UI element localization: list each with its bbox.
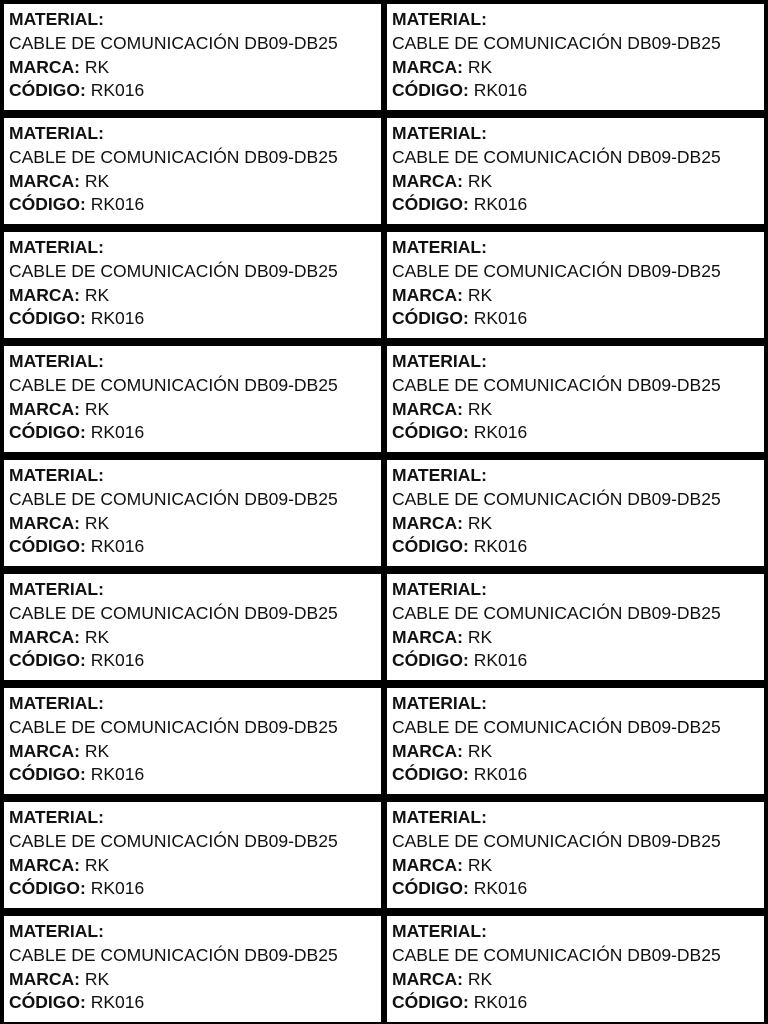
material-key: MATERIAL: [9, 807, 104, 827]
codigo-line [392, 535, 764, 559]
material-key: MATERIAL: [9, 921, 104, 941]
material-key: MATERIAL: [392, 579, 487, 599]
codigo-line [9, 421, 381, 445]
material-value: CABLE DE COMUNICACIÓN DB09-DB25 [9, 488, 338, 509]
marca-key: MARCA: [392, 170, 463, 191]
material-key: MATERIAL: [9, 465, 104, 485]
product-label [387, 232, 764, 338]
codigo-value: RK016 [90, 650, 145, 671]
material-key: MATERIAL: [392, 123, 487, 143]
material-value: CABLE DE COMUNICACIÓN DB09-DB25 [9, 830, 338, 851]
marca-key: MARCA: [392, 854, 463, 875]
marca-value: RK [84, 626, 110, 647]
product-label [4, 118, 381, 224]
codigo-line [9, 649, 381, 673]
codigo-key: CÓDIGO: [392, 764, 469, 785]
marca-value: RK [467, 968, 493, 989]
codigo-line [392, 79, 764, 103]
product-label [4, 232, 381, 338]
codigo-value: RK016 [90, 764, 145, 785]
codigo-value: RK016 [90, 308, 145, 329]
codigo-value: RK016 [473, 194, 528, 215]
material-value: CABLE DE COMUNICACIÓN DB09-DB25 [9, 146, 338, 167]
product-label [387, 688, 764, 794]
product-label [4, 460, 381, 566]
material-value: CABLE DE COMUNICACIÓN DB09-DB25 [392, 944, 721, 965]
codigo-key: CÓDIGO: [9, 308, 86, 329]
marca-line [9, 284, 381, 308]
marca-value: RK [84, 740, 110, 761]
codigo-value: RK016 [473, 422, 528, 443]
material-key: MATERIAL: [9, 123, 104, 143]
product-label [387, 802, 764, 908]
material-key: MATERIAL: [392, 807, 487, 827]
codigo-value: RK016 [473, 764, 528, 785]
material-value: CABLE DE COMUNICACIÓN DB09-DB25 [392, 488, 721, 509]
marca-value: RK [467, 398, 493, 419]
codigo-value: RK016 [473, 80, 528, 101]
material-value: CABLE DE COMUNICACIÓN DB09-DB25 [9, 602, 338, 623]
codigo-line [9, 877, 381, 901]
marca-key: MARCA: [9, 56, 80, 77]
codigo-value: RK016 [90, 422, 145, 443]
marca-line [9, 170, 381, 194]
product-label [4, 688, 381, 794]
codigo-key: CÓDIGO: [392, 878, 469, 899]
material-key: MATERIAL: [392, 693, 487, 713]
marca-value: RK [467, 56, 493, 77]
material-value: CABLE DE COMUNICACIÓN DB09-DB25 [392, 716, 721, 737]
material-value: CABLE DE COMUNICACIÓN DB09-DB25 [392, 830, 721, 851]
marca-line [9, 968, 381, 992]
codigo-value: RK016 [473, 878, 528, 899]
material-value: CABLE DE COMUNICACIÓN DB09-DB25 [392, 146, 721, 167]
marca-value: RK [84, 170, 110, 191]
codigo-line [392, 193, 764, 217]
marca-line [392, 56, 764, 80]
codigo-value: RK016 [90, 878, 145, 899]
marca-key: MARCA: [392, 398, 463, 419]
codigo-value: RK016 [473, 650, 528, 671]
product-label [4, 4, 381, 110]
codigo-line [392, 877, 764, 901]
marca-value: RK [84, 398, 110, 419]
codigo-value: RK016 [90, 992, 145, 1013]
marca-key: MARCA: [392, 284, 463, 305]
marca-value: RK [84, 284, 110, 305]
marca-line [392, 626, 764, 650]
product-label [387, 460, 764, 566]
codigo-key: CÓDIGO: [9, 194, 86, 215]
marca-key: MARCA: [9, 968, 80, 989]
codigo-value: RK016 [90, 80, 145, 101]
codigo-key: CÓDIGO: [392, 422, 469, 443]
marca-value: RK [467, 740, 493, 761]
marca-line [392, 854, 764, 878]
codigo-line [9, 763, 381, 787]
label-grid [4, 4, 764, 1022]
material-value: CABLE DE COMUNICACIÓN DB09-DB25 [392, 32, 721, 53]
marca-line [9, 512, 381, 536]
material-key: MATERIAL: [392, 921, 487, 941]
product-label [387, 118, 764, 224]
material-value: CABLE DE COMUNICACIÓN DB09-DB25 [9, 32, 338, 53]
codigo-value: RK016 [473, 308, 528, 329]
codigo-key: CÓDIGO: [9, 650, 86, 671]
marca-value: RK [467, 512, 493, 533]
marca-line [9, 740, 381, 764]
marca-key: MARCA: [392, 512, 463, 533]
codigo-key: CÓDIGO: [392, 536, 469, 557]
codigo-key: CÓDIGO: [392, 308, 469, 329]
codigo-key: CÓDIGO: [392, 650, 469, 671]
marca-key: MARCA: [392, 968, 463, 989]
marca-value: RK [84, 512, 110, 533]
marca-key: MARCA: [9, 854, 80, 875]
marca-line [9, 56, 381, 80]
codigo-line [9, 79, 381, 103]
codigo-key: CÓDIGO: [9, 764, 86, 785]
codigo-value: RK016 [90, 194, 145, 215]
material-key: MATERIAL: [9, 693, 104, 713]
marca-key: MARCA: [392, 626, 463, 647]
material-key: MATERIAL: [392, 9, 487, 29]
material-key: MATERIAL: [9, 351, 104, 371]
product-label [387, 4, 764, 110]
codigo-key: CÓDIGO: [9, 536, 86, 557]
marca-line [392, 170, 764, 194]
codigo-value: RK016 [90, 536, 145, 557]
codigo-key: CÓDIGO: [9, 80, 86, 101]
marca-line [392, 398, 764, 422]
codigo-line [9, 193, 381, 217]
marca-value: RK [467, 170, 493, 191]
marca-key: MARCA: [9, 398, 80, 419]
material-key: MATERIAL: [9, 579, 104, 599]
material-value: CABLE DE COMUNICACIÓN DB09-DB25 [392, 602, 721, 623]
codigo-line [9, 535, 381, 559]
material-value: CABLE DE COMUNICACIÓN DB09-DB25 [9, 944, 338, 965]
marca-key: MARCA: [9, 740, 80, 761]
marca-value: RK [467, 284, 493, 305]
codigo-line [9, 991, 381, 1015]
material-key: MATERIAL: [392, 465, 487, 485]
product-label [4, 574, 381, 680]
codigo-line [392, 307, 764, 331]
codigo-key: CÓDIGO: [392, 80, 469, 101]
marca-line [392, 284, 764, 308]
marca-value: RK [467, 626, 493, 647]
product-label [387, 916, 764, 1022]
codigo-key: CÓDIGO: [392, 194, 469, 215]
marca-key: MARCA: [9, 626, 80, 647]
material-key: MATERIAL: [9, 9, 104, 29]
product-label [387, 346, 764, 452]
material-key: MATERIAL: [392, 237, 487, 257]
material-value: CABLE DE COMUNICACIÓN DB09-DB25 [9, 716, 338, 737]
codigo-key: CÓDIGO: [9, 992, 86, 1013]
codigo-value: RK016 [473, 536, 528, 557]
material-value: CABLE DE COMUNICACIÓN DB09-DB25 [9, 374, 338, 395]
codigo-line [392, 649, 764, 673]
marca-line [9, 398, 381, 422]
material-value: CABLE DE COMUNICACIÓN DB09-DB25 [9, 260, 338, 281]
product-label [4, 802, 381, 908]
marca-key: MARCA: [392, 56, 463, 77]
product-label [387, 574, 764, 680]
marca-line [392, 512, 764, 536]
marca-key: MARCA: [392, 740, 463, 761]
codigo-key: CÓDIGO: [9, 422, 86, 443]
codigo-value: RK016 [473, 992, 528, 1013]
material-key: MATERIAL: [9, 237, 104, 257]
codigo-line [392, 421, 764, 445]
marca-key: MARCA: [9, 512, 80, 533]
codigo-line [9, 307, 381, 331]
marca-line [9, 626, 381, 650]
marca-line [392, 968, 764, 992]
marca-value: RK [84, 854, 110, 875]
marca-value: RK [84, 56, 110, 77]
material-key: MATERIAL: [392, 351, 487, 371]
marca-key: MARCA: [9, 170, 80, 191]
material-value: CABLE DE COMUNICACIÓN DB09-DB25 [392, 260, 721, 281]
product-label [4, 916, 381, 1022]
marca-value: RK [467, 854, 493, 875]
marca-line [9, 854, 381, 878]
codigo-key: CÓDIGO: [392, 992, 469, 1013]
marca-line [392, 740, 764, 764]
codigo-line [392, 991, 764, 1015]
codigo-key: CÓDIGO: [9, 878, 86, 899]
material-value: CABLE DE COMUNICACIÓN DB09-DB25 [392, 374, 721, 395]
codigo-line [392, 763, 764, 787]
marca-key: MARCA: [9, 284, 80, 305]
product-label [4, 346, 381, 452]
marca-value: RK [84, 968, 110, 989]
